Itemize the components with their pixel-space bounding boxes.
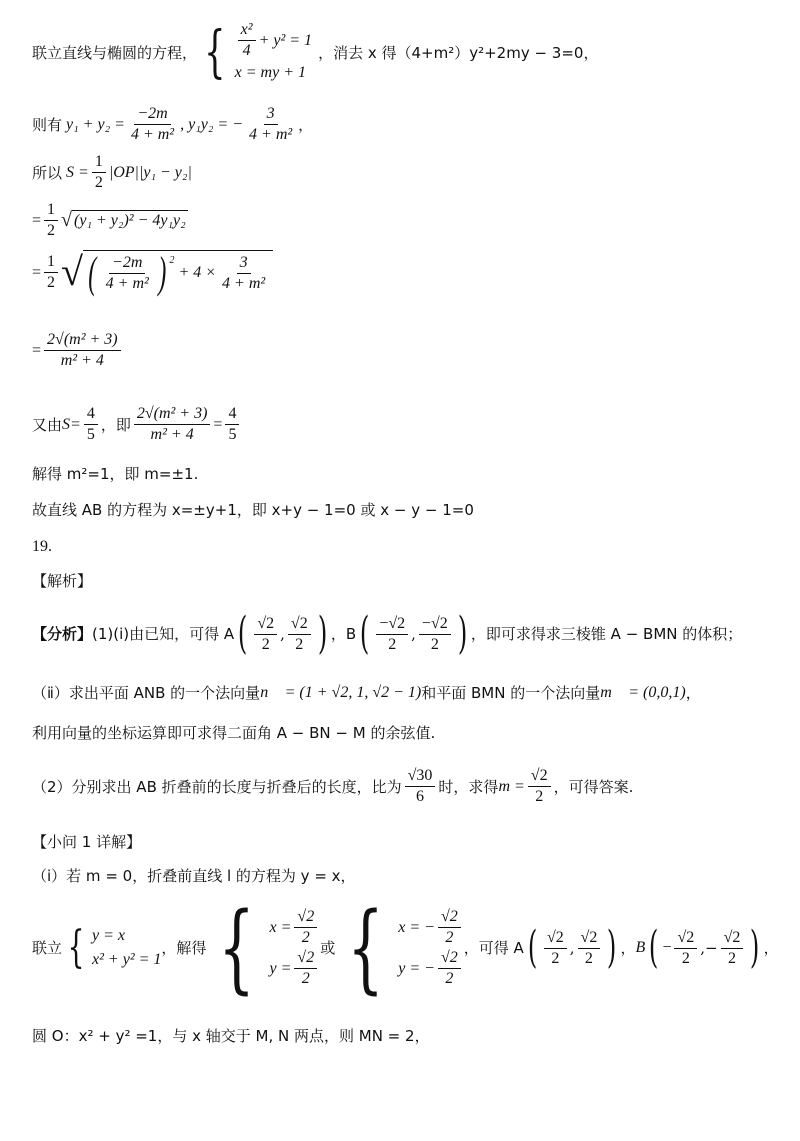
frac-num: 1 xyxy=(44,200,58,221)
text: ，可得答案. xyxy=(553,777,634,796)
text: ， xyxy=(298,115,314,134)
frac-num: 2√(m² + 3) xyxy=(134,404,211,425)
frac-den: 2 xyxy=(681,949,690,967)
math: m⃗ = (0,0,1) xyxy=(600,684,686,701)
math: x = xyxy=(269,918,292,936)
analysis-line: 【分析】 (1)(ⅰ)由已知，可得 A ( $\frac{√2}{2}$ , $\frac{√2}{2}$ ) ，B ( $\frac{-√2}{2}$ , $\frac{-√2}{2}$ ) ，即可求得求三棱锥 A − BMN 的体积； xyxy=(32,608,743,659)
frac-den: 2 xyxy=(295,635,304,653)
brace: { xyxy=(204,19,226,85)
text: 联立 xyxy=(32,939,63,957)
case-line: （ⅰ）若 m = 0，折叠前直线 l 的方程为 y = x， xyxy=(32,867,356,885)
normal-vector-line xyxy=(32,683,701,703)
circle-line: 圆 O：x² + y² =1，与 x 轴交于 M, N 两点，则 MN = 2， xyxy=(32,1027,430,1045)
frac-den: 2 xyxy=(445,970,454,987)
math: = xyxy=(32,263,42,281)
frac-num: √2 xyxy=(438,907,461,928)
math: y = xyxy=(269,959,292,977)
paren-left: ( xyxy=(88,248,97,297)
frac-num: 3 xyxy=(264,104,278,125)
text: 时，求得 xyxy=(438,777,499,796)
math: m = xyxy=(498,777,525,795)
math: x = − xyxy=(398,918,435,936)
frac-num: √2 xyxy=(674,928,697,949)
condition-line xyxy=(32,404,242,445)
text: ，解得 xyxy=(161,939,207,957)
text: ， xyxy=(685,684,701,702)
frac-num: 1 xyxy=(44,252,58,273)
frac-num: √2 xyxy=(288,614,311,635)
frac-den: 5 xyxy=(86,426,95,443)
frac-den: 2 xyxy=(551,949,560,967)
math: y₁ + y₂ = xyxy=(66,115,125,133)
text: 联立直线与椭圆的方程， xyxy=(32,43,198,62)
text: 和平面 BMN 的一个法向量 xyxy=(421,684,601,702)
text: ， xyxy=(763,939,779,957)
paren-right: ) xyxy=(158,248,167,297)
frac-num: √2 xyxy=(578,928,601,949)
math: S= xyxy=(62,415,81,433)
text: 则有 xyxy=(32,115,63,134)
math: n⃗ = (1 + √2, 1, √2 − 1) xyxy=(260,684,422,701)
frac-den: 5 xyxy=(228,426,237,443)
frac-num: −2m xyxy=(109,253,145,274)
system-line-1 xyxy=(32,20,598,85)
text: ，即可求得求三棱锥 A − BMN 的体积； xyxy=(470,625,743,643)
solve-line: 联立 { y = x x² + y² = 1 ，解得 { x = $\frac{√2}{2}$ y = $\frac{√2}{2}$ 或 { x = − $\frac{√2}{2}$ y = − $\frac{√2}{2}$ ，可得 A ( $\frac{√2}{2}$ , $\frac{√2}{2}$ ) ， B ( − $\frac{√2}{2}$ ,− $\frac{√2}{2}$ ) ， xyxy=(32,892,779,1004)
text: ，消去 x 得（4+m²）y²+2my − 3=0， xyxy=(318,43,599,62)
frac-num: √2 xyxy=(254,614,277,635)
frac-num: 1 xyxy=(92,152,106,173)
frac-num: x² xyxy=(238,20,256,41)
text: 或 xyxy=(320,939,336,957)
math: B xyxy=(635,939,646,956)
brace: { xyxy=(218,892,256,1004)
frac-num: √2 xyxy=(294,907,317,928)
text: ， xyxy=(620,939,636,957)
math: y = − xyxy=(398,959,435,977)
frac-den: m² + 4 xyxy=(60,352,104,369)
math: |OP||y₁ − y₂| xyxy=(108,163,192,181)
frac-den: 2 xyxy=(728,949,736,967)
frac-num: −√2 xyxy=(419,614,451,635)
step-line-2: = $\frac{1}{2}$ √ ( $\frac{-2m}{\text{4 + m²}}$ ) $^2$ + 4 × $\frac{3}{\text{4 + m²}}$ xyxy=(32,250,273,295)
eq: x² + y² = 1 xyxy=(92,951,162,968)
cosine-line: 利用向量的坐标运算即可求得二面角 A − BN − M 的余弦值. xyxy=(32,724,436,742)
eq-rest: + y² = 1 xyxy=(258,31,313,49)
text: ，B xyxy=(330,625,357,643)
math: , y₁y₂ = − xyxy=(180,115,244,133)
section-tag: 【小问 1 详解】 xyxy=(32,833,142,851)
result-line: 解得 m²=1，即 m=±1. xyxy=(32,465,199,483)
frac-num: −2m xyxy=(134,104,170,125)
eq: y = x xyxy=(92,927,126,944)
equation-system xyxy=(235,20,312,85)
frac-den: 4 + m² xyxy=(130,126,175,143)
frac-num: √2 xyxy=(544,928,567,949)
frac-num: √2 xyxy=(721,928,744,949)
text: 所以 xyxy=(32,163,63,182)
frac-den: 2 xyxy=(301,970,310,987)
section-tag: 【分析】 xyxy=(32,625,93,643)
text: ，可得 A xyxy=(463,939,524,957)
frac-den: 2 xyxy=(261,635,270,653)
frac-den: m² + 4 xyxy=(150,426,194,443)
frac-den: 4 + m² xyxy=(249,126,293,143)
math: = xyxy=(32,211,42,229)
text: （2）分别求出 AB 折叠前的长度与折叠后的长度，比为 xyxy=(32,777,402,796)
frac-num: 4 xyxy=(225,404,239,425)
frac-num: −√2 xyxy=(376,614,408,635)
frac-den: 4 xyxy=(242,42,251,59)
frac-num: 3 xyxy=(237,253,251,274)
frac-den: 2 xyxy=(301,929,310,946)
eq-2: x = my + 1 xyxy=(234,64,307,81)
math: = xyxy=(32,341,42,359)
frac-den: 2 xyxy=(584,949,593,967)
step-line-1 xyxy=(32,200,188,241)
section-tag: 【解析】 xyxy=(32,572,93,590)
sqrt-icon: √ xyxy=(61,249,83,294)
brace: { xyxy=(347,892,385,1004)
question-number: 19. xyxy=(32,538,52,555)
math: = xyxy=(213,415,223,433)
frac-num: 4 xyxy=(84,404,98,425)
frac-den: 2 xyxy=(47,274,56,291)
radicand: (y₁ + y₂)² − 4y₁y₂ xyxy=(74,212,186,229)
frac-num: √2 xyxy=(438,948,461,969)
frac-den: 2 xyxy=(47,222,56,239)
math: S = xyxy=(66,163,89,181)
frac-den: 2 xyxy=(430,635,439,653)
vieta-line xyxy=(32,104,313,145)
frac-den: 2 xyxy=(94,174,103,191)
sqrt-icon: √ xyxy=(61,209,73,231)
frac-den: 6 xyxy=(416,788,425,805)
frac-den: 4 + m² xyxy=(222,274,266,292)
frac-num: √2 xyxy=(528,766,551,787)
frac-den: 2 xyxy=(535,788,544,805)
frac-den: 2 xyxy=(445,929,454,946)
frac-den: 4 + m² xyxy=(105,274,149,292)
frac-num: 2√(m² + 3) xyxy=(44,330,121,351)
brace: { xyxy=(67,922,85,973)
text: ，即 xyxy=(100,415,131,434)
step-line-3 xyxy=(32,330,124,371)
text: 又由 xyxy=(32,415,63,434)
frac-num: √30 xyxy=(405,766,436,787)
frac-den: 2 xyxy=(388,635,397,653)
text: （ⅱ）求出平面 ANB 的一个法向量 xyxy=(32,684,261,702)
math: + 4 × xyxy=(178,264,217,281)
text: (1)(ⅰ)由已知，可得 A xyxy=(92,625,235,643)
area-line xyxy=(32,152,192,193)
part2-line xyxy=(32,766,633,807)
frac-num: √2 xyxy=(294,948,317,969)
line-equation: 故直线 AB 的方程为 x=±y+1，即 x+y − 1=0 或 x − y − 1=0 xyxy=(32,501,474,519)
